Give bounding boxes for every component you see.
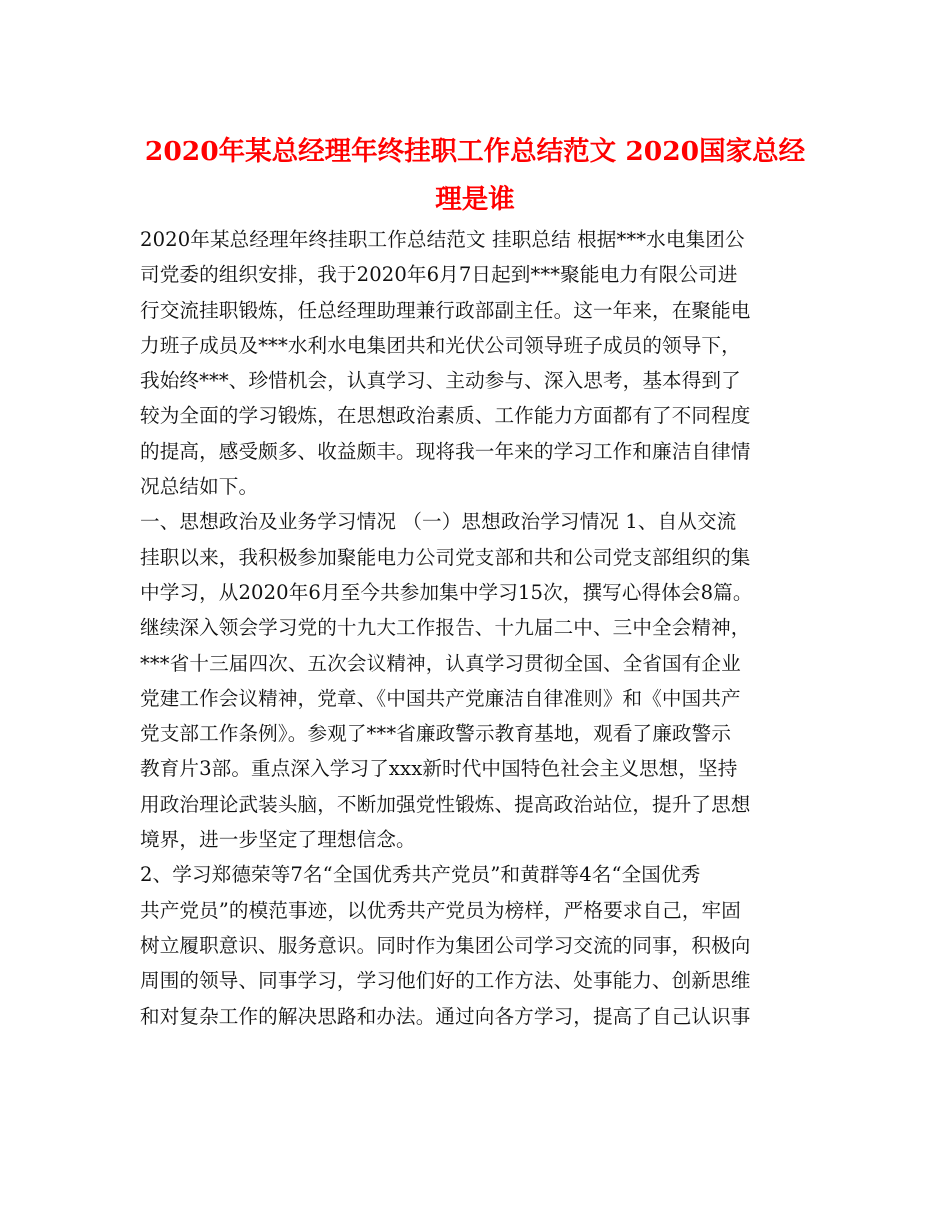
body-line: 党支部工作条例》。参观了***省廉政警示教育基地，观看了廉政警示: [140, 722, 732, 746]
body-line: 境界，进一步坚定了理想信念。: [140, 828, 416, 852]
body-line: 力班子成员及***水利水电集团共和光伏公司领导班子成员的领导下，: [140, 333, 741, 357]
body-line: 党建工作会议精神，党章、《中国共产党廉洁自律准则》和《中国共产: [140, 686, 741, 710]
title-line: 2020年某总经理年终挂职工作总结范文 2020国家总经: [144, 136, 806, 167]
body-line: 我始终***、珍惜机会，认真学习、主动参与、深入思考，基本得到了: [140, 369, 741, 393]
document-title: [120, 128, 830, 224]
body-line: 和对复杂工作的解决思路和办法。通过向各方学习，提高了自己认识事: [140, 1004, 751, 1028]
body-line: 树立履职意识、服务意识。同时作为集团公司学习交流的同事，积极向: [140, 933, 751, 957]
body-line: 的提高，感受颇多、收益颇丰。现将我一年来的学习工作和廉洁自律情: [140, 439, 751, 463]
body-line: 2、学习郑德荣等7名“全国优秀共产党员”和黄群等4名“全国优秀: [140, 863, 701, 887]
body-line: 周围的领导、同事学习，学习他们好的工作方法、处事能力、创新思维: [140, 969, 751, 993]
body-line: 挂职以来，我积极参加聚能电力公司党支部和共和公司党支部组织的集: [140, 545, 751, 569]
body-line: 共产党员”的模范事迹，以优秀共产党员为榜样，严格要求自己，牢固: [140, 898, 741, 922]
body-line: ***省十三届四次、五次会议精神，认真学习贯彻全国、全省国有企业: [140, 651, 741, 675]
body-line: 司党委的组织安排，我于2020年6月7日起到***聚能电力有限公司进: [140, 263, 738, 287]
body-line: 较为全面的学习锻炼，在思想政治素质、工作能力方面都有了不同程度: [140, 404, 751, 428]
title-line: 理是谁: [435, 184, 515, 215]
body-line: 用政治理论武装头脑，不断加强党性锻炼、提高政治站位，提升了思想: [140, 792, 751, 816]
body-line: 继续深入领会学习党的十九大工作报告、十九届二中、三中全会精神，: [140, 616, 751, 640]
body-line: 中学习，从2020年6月至今共参加集中学习15次，撰写心得体会8篇。: [140, 580, 753, 604]
body-line: 一、思想政治及业务学习情况 （一）思想政治学习情况 1、自从交流: [140, 510, 737, 534]
body-line: 况总结如下。: [140, 475, 259, 499]
body-line: 2020年某总经理年终挂职工作总结范文 挂职总结 根据***水电集团公: [140, 228, 745, 251]
body-line: 行交流挂职锻炼，任总经理助理兼行政部副主任。这一年来，在聚能电: [140, 298, 751, 322]
document-body: [140, 222, 820, 1034]
body-line: 教育片3部。重点深入学习了xxx新时代中国特色社会主义思想，坚持: [140, 757, 738, 781]
